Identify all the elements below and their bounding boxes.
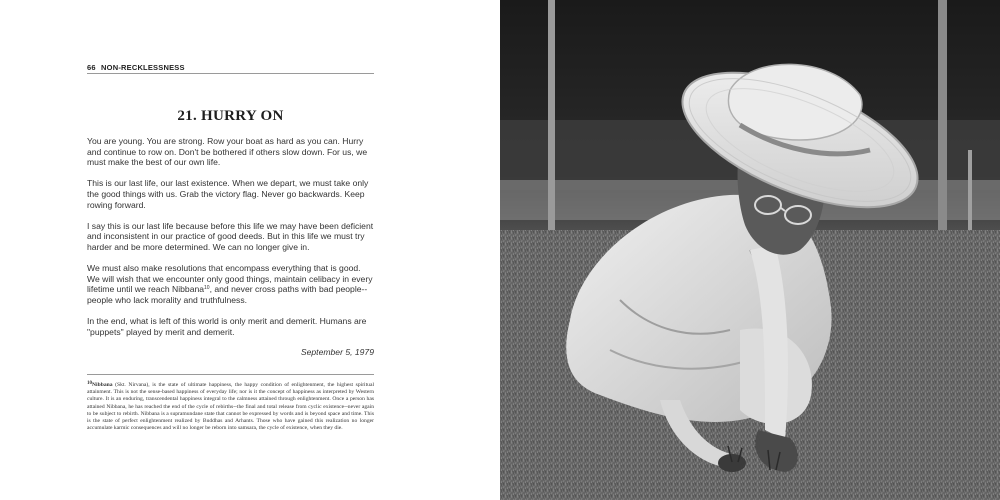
paragraph xyxy=(87,263,374,305)
running-head-title: NON-RECKLESSNESS xyxy=(101,63,185,72)
paragraph: I say this is our last life because before this life we may have been deficient and inconsistent in our practice of good deeds. But in this life we must try harder and be more determined. We can no longer give in. xyxy=(87,220,374,252)
page-number: 66 xyxy=(87,63,96,72)
background-pole xyxy=(968,150,972,230)
paragraph-text: We must also make resolutions that encompass everything that is good. We will wish that we encounter only good things, maintain celibacy in every lifetime until we reach Nibbana xyxy=(87,263,373,295)
paragraph: In the end, what is left of this world is only merit and demerit. Humans are "puppets" played by merit and demerit. xyxy=(87,316,367,337)
body-text xyxy=(87,136,374,348)
footnote-rule xyxy=(87,374,374,375)
paragraph: This is our last life, our last existence. When we depart, we must take only the good things with us. Grab the victory flag. Never go backwards. Keep rowing forward. xyxy=(87,178,369,210)
monk-other-hand xyxy=(718,454,746,472)
footnote-reference[interactable]: 10 xyxy=(204,285,210,292)
paragraph: You are young. You are strong. Row your boat as hard as you can. Hurry and continue to row on. Don't be bothered if others slow down. For us, we must make the best of our own life. xyxy=(87,136,368,168)
photo-illustration xyxy=(500,0,1000,500)
photo-monk-planting xyxy=(500,0,1000,500)
footnote-marker: 10 xyxy=(87,381,92,386)
chapter-title: 21. HURRY ON xyxy=(177,108,284,124)
background-pole xyxy=(938,0,947,240)
footnote-term: Nibbana xyxy=(92,382,113,388)
date-line: September 5, 1979 xyxy=(300,347,374,357)
header-rule xyxy=(87,73,374,74)
footnote xyxy=(87,380,374,432)
running-head xyxy=(87,63,373,72)
background-pole xyxy=(548,0,555,250)
footnote-text: (Skt. Nirvana), is the state of ultimate happiness, the happy condition of enlightenment, the highest spiritual attainment. This is not the sense-based happiness of everyday life; nor is it the concept of happiness as interpreted by Western culture. It is an enduring, transcendental happiness integral to the calmness attained through enlightenment. Once a person has attained Nibbana, he has reached the end of the cycle of rebirths--the final and total release from cyclic existence--never again to be subject to rebirth. Nibbana is a supramundane state that cannot be expressed by words and is beyond space and time. This is the state of perfect enlightenment realized by Buddhas and Arhants. Those who have gained this realization no longer accumulate karmic consequences and will no longer be reborn into samsara, the cycle of existence, when they die. xyxy=(87,382,374,432)
paragraph-text: , and never cross paths with bad people--people who lack morality and truthfulness. xyxy=(87,284,368,305)
